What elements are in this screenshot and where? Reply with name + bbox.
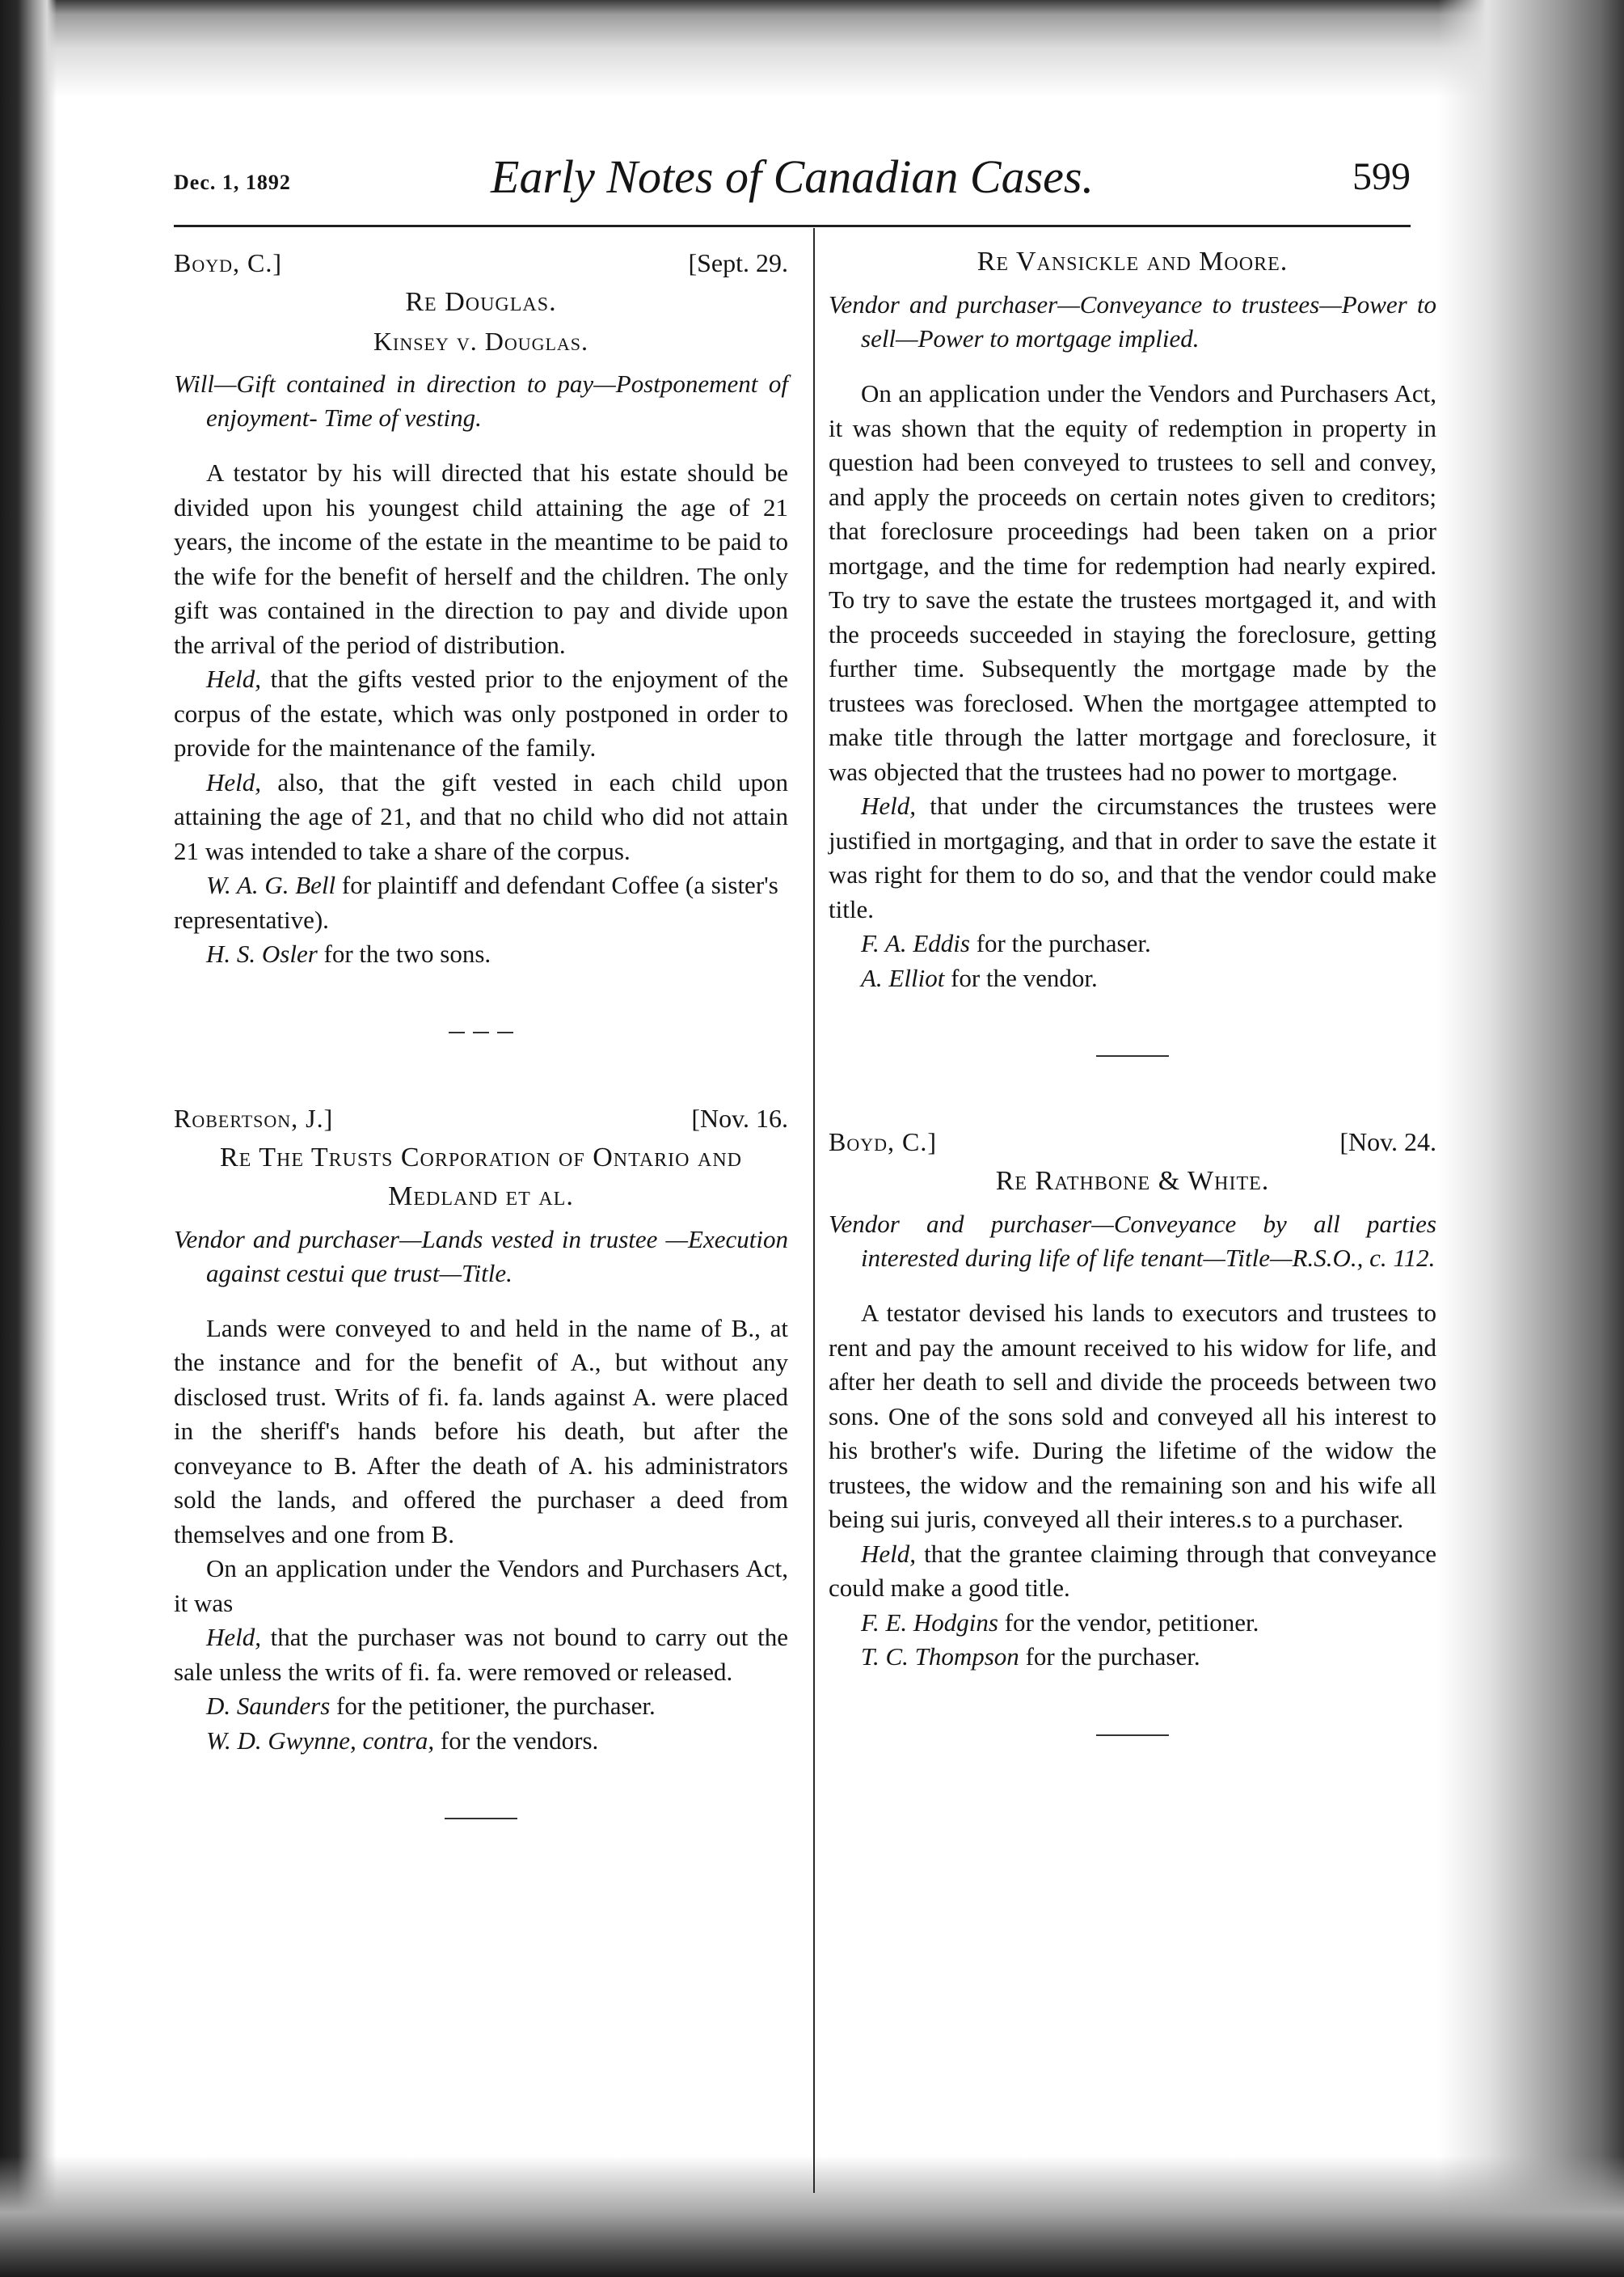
paragraph	[829, 789, 1436, 927]
case-separator	[1096, 1734, 1169, 1736]
scan-border-right	[1438, 0, 1624, 2277]
paragraph-text: also, that the gift vested in each child upon attaining the age of 21, and that no child who did not attain 21 was intended to take a share of the corpus.	[174, 767, 788, 865]
paragraph: A testator devised his lands to executors and trustees to rent and pay the amount received to his widow for life, and after her death to sell and divide the proceeds between two sons. One of the sons sold and conveyed all his interest to his brother's wife. During the lifetime of the widow the trustees, the widow and the remaining son and his wife all being sui juris, conveyed all their interes.s to a purchaser.	[829, 1299, 1436, 1533]
judge: Boyd, C.]	[829, 1127, 938, 1156]
case-subtitle: Kinsey v. Douglas.	[373, 327, 589, 356]
counsel-line	[174, 868, 788, 937]
decision-date: [Nov. 24.	[1339, 1127, 1436, 1156]
paragraph-text: that under the circumstances the trustees were justified in mortgaging, and that in order to save the estate it was right for them to do so, and that the vendor could make title.	[829, 792, 1436, 923]
headnote: Vendor and purchaser—Conveyance by all parties interested during life of life tenant—Title—R.S.O., c. 112.	[829, 1210, 1436, 1272]
paragraph: A testator by his will directed that his estate should be divided upon his youngest child attaining the age of 21 years, the income of the estate in the meantime to be paid to the wife for the benefit of herself and the children. The only gift was contained in the direction to pay and divide upon the arrival of the period of distribution.	[174, 458, 788, 659]
judge: Robertson, J.]	[174, 1103, 334, 1133]
right-column	[829, 243, 1436, 1801]
left-column	[174, 243, 788, 1884]
held-label: Held,	[206, 665, 262, 693]
column-divider	[813, 228, 815, 2193]
counsel-role: for the two sons.	[317, 940, 491, 968]
counsel-name: T. C. Thompson	[861, 1642, 1019, 1671]
held-label: Held,	[206, 767, 262, 796]
counsel-role: for the vendor.	[944, 963, 1098, 992]
paragraph	[174, 766, 788, 869]
counsel-line	[174, 1724, 788, 1759]
counsel-name: D. Saunders	[206, 1692, 331, 1720]
decision-date: [Nov. 16.	[691, 1103, 788, 1133]
scan-border-left	[0, 0, 57, 2277]
counsel-role: for the vendors.	[434, 1726, 599, 1755]
judge: Boyd, C.]	[174, 248, 283, 277]
paragraph	[829, 1537, 1436, 1606]
counsel-name: W. A. G. Bell	[206, 871, 336, 899]
paragraph: On an application under the Vendors and Purchasers Act, it was shown that the equity of redemption in property in question had been conveyed to trustees to sell and convey, and apply the proceeds on certain notes given to creditors; that foreclosure proceedings had been taken on a prior mortgage, and the time for redemption had nearly expired. To try to save the estate the trustees mortgaged it, and with the proceeds succeeded in staying the foreclosure, getting further time. Subsequently the mortgage made by the trustees was foreclosed. When the mortgagee attempted to make title through the latter mortgage and foreclosure, it was objected that the trustees had no power to mortgage.	[829, 379, 1436, 786]
counsel-line	[829, 927, 1436, 961]
page-header	[174, 150, 1411, 222]
case-heading	[174, 1098, 788, 1138]
issue-date: Dec. 1, 1892	[174, 171, 291, 194]
counsel-line	[829, 961, 1436, 996]
headnote: Will—Gift contained in direction to pay—Postponement of enjoyment- Time of vesting.	[174, 370, 788, 432]
headnote: Vendor and purchaser—Conveyance to trustees—Power to sell—Power to mortgage implied.	[829, 290, 1436, 353]
case-title: Re Vansickle and Moore.	[977, 247, 1289, 277]
counsel-name: A. Elliot	[861, 963, 945, 992]
paragraph: Lands were conveyed to and held in the name of B., at the instance and for the benefit of A., but without any disclosed trust. Writs of fi. fa. lands against A. were placed in the sheriff's hands before his death, but after the conveyance to B. After the death of A. his administrators sold the lands, and offered the purchaser a deed from themselves and one from B.	[174, 1313, 788, 1548]
counsel-name: H. S. Osler	[206, 940, 318, 968]
case-re-vansickle	[829, 243, 1436, 995]
case-separator	[445, 1818, 517, 1819]
held-label: Held,	[206, 1623, 262, 1651]
paragraph	[174, 662, 788, 766]
case-separator	[1096, 1055, 1169, 1057]
case-heading	[174, 243, 788, 283]
held-label: Held,	[861, 792, 917, 820]
counsel-role: for the petitioner, the purchaser.	[330, 1692, 656, 1720]
case-heading	[829, 1122, 1436, 1162]
counsel-line	[174, 1689, 788, 1724]
headnote: Vendor and purchaser—Lands vested in trustee —Execution against cestui que trust—Title.	[174, 1224, 788, 1287]
case-re-douglas	[174, 243, 788, 972]
paragraph-text: that the grantee claiming through that conveyance could make a good title.	[829, 1539, 1436, 1602]
scan-border-bottom	[0, 2156, 1624, 2277]
counsel-name: F. E. Hodgins	[861, 1607, 998, 1637]
counsel-line	[829, 1640, 1436, 1675]
counsel-name: F. A. Eddis	[861, 929, 970, 957]
counsel-role: for the purchaser.	[1019, 1642, 1200, 1671]
journal-title: Early Notes of Canadian Cases.	[491, 150, 1094, 203]
header-rule	[174, 225, 1411, 227]
paragraph	[174, 1620, 788, 1689]
case-title: Re Douglas.	[405, 287, 557, 317]
scan-border-top	[0, 0, 1624, 97]
paragraph-text: that the purchaser was not bound to carry out the sale unless the writs of fi. fa. were removed or released.	[174, 1623, 788, 1686]
page-number: 599	[1352, 155, 1411, 198]
counsel-role: for plaintiff and defendant Coffee (a sister's representative).	[174, 871, 778, 934]
counsel-role: for the purchaser.	[969, 929, 1151, 957]
case-title: Re The Trusts Corporation of Ontario and Medland et al.	[220, 1142, 742, 1211]
paragraph: On an application under the Vendors and Purchasers Act, it was	[174, 1554, 788, 1617]
counsel-line	[829, 1606, 1436, 1641]
held-label: Held,	[861, 1539, 917, 1568]
counsel-line	[174, 937, 788, 972]
case-re-rathbone	[829, 1122, 1436, 1675]
paragraph-text: that the gifts vested prior to the enjoyment of the corpus of the estate, which was only postponed in order to provide for the maintenance of the family.	[174, 665, 788, 762]
decision-date: [Sept. 29.	[688, 248, 788, 277]
case-re-trusts-corporation	[174, 1098, 788, 1759]
case-title: Re Rathbone & White.	[995, 1166, 1270, 1196]
counsel-name: W. D. Gwynne, contra,	[206, 1726, 435, 1755]
case-separator	[449, 1032, 513, 1033]
counsel-role: for the vendor, petitioner.	[998, 1607, 1259, 1637]
